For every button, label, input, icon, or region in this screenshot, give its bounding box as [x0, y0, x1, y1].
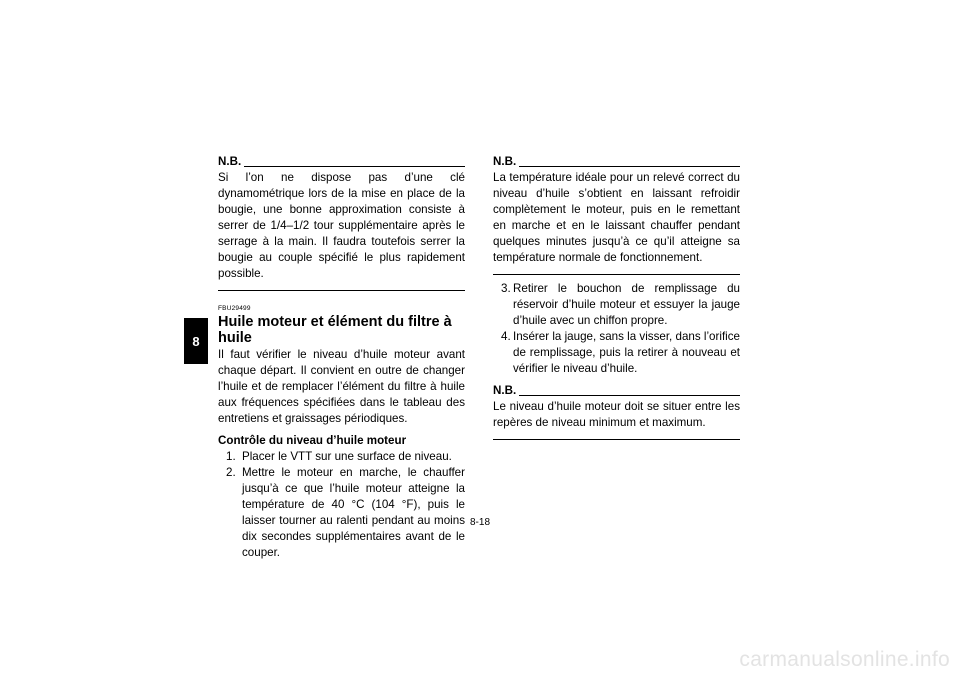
step-text: Placer le VTT sur une surface de niveau. [242, 450, 452, 463]
subsection-title: Contrôle du niveau d’huile moteur [218, 434, 407, 447]
steps-list [493, 281, 740, 377]
list-item [218, 449, 465, 465]
step-text: Retirer le bouchon de remplissage du réservoir d’huile moteur et essuyer la jauge d’huile avec un chiffon propre. [513, 282, 740, 327]
note-label: N.B. [493, 384, 517, 397]
note-header [218, 154, 465, 168]
watermark: carmanualsonline.info [739, 648, 950, 671]
left-column [218, 154, 465, 561]
step-number: 1. [226, 450, 236, 463]
right-column [493, 154, 740, 440]
note-header [493, 154, 740, 168]
step-text: Mettre le moteur en marche, le chauffer jusqu’à ce que l’huile moteur atteigne la température de 40 °C (104 °F), puis le laisser tourner au ralenti pendant au moins dix secondes supplémentaires avant de le couper. [242, 466, 465, 559]
steps-list [218, 449, 465, 561]
note-text: La température idéale pour un relevé correct du niveau d’huile s’obtient en laissant refroidir complètement le moteur, puis en le remettant en marche et en le laissant chauffer pendant quelques minutes jusqu’à ce qu’il atteigne sa température normale de fonctionnement. [493, 171, 740, 264]
note-end-rule [493, 439, 740, 440]
list-item [218, 465, 465, 561]
note-rule [244, 166, 465, 167]
page-number: 8-18 [469, 517, 490, 528]
section-title: Huile moteur et élément du filtre à huile [218, 314, 452, 346]
note-spark-plug [218, 154, 465, 291]
step-number: 2. [226, 466, 236, 479]
note-label: N.B. [218, 155, 242, 168]
step-text: Insérer la jauge, sans la visser, dans l’orifice de remplissage, puis la retirer à nouveau et vérifier le niveau d’huile. [513, 330, 740, 375]
note-rule [519, 166, 740, 167]
note-end-rule [493, 274, 740, 275]
note-temperature [493, 154, 740, 275]
section-code: FBU29499 [218, 305, 251, 312]
list-item [493, 281, 740, 329]
note-label: N.B. [493, 155, 517, 168]
note-header [493, 383, 740, 397]
note-rule [519, 395, 740, 396]
chapter-tab: 8 [184, 318, 208, 364]
step-number: 4. [501, 330, 511, 343]
step-number: 3. [501, 282, 511, 295]
note-oil-level [493, 383, 740, 440]
section-text: Il faut vérifier le niveau d’huile moteur avant chaque départ. Il convient en outre de changer l’huile et de remplacer l’élément du filtre à huile aux fréquences spécifiées dans le tableau des entretiens et graissages périodiques. [218, 348, 465, 425]
note-text: Si l’on ne dispose pas d’une clé dynamométrique lors de la mise en place de la bougie, une bonne approximation consiste à serrer de 1/4–1/2 tour supplémentaire après le serrage à la main. Il faudra toutefois serrer la bougie au couple spécifié le plus rapidement possible. [218, 171, 465, 280]
list-item [493, 329, 740, 377]
note-end-rule [218, 290, 465, 291]
note-text: Le niveau d’huile moteur doit se situer entre les repères de niveau minimum et maximum. [493, 400, 740, 429]
